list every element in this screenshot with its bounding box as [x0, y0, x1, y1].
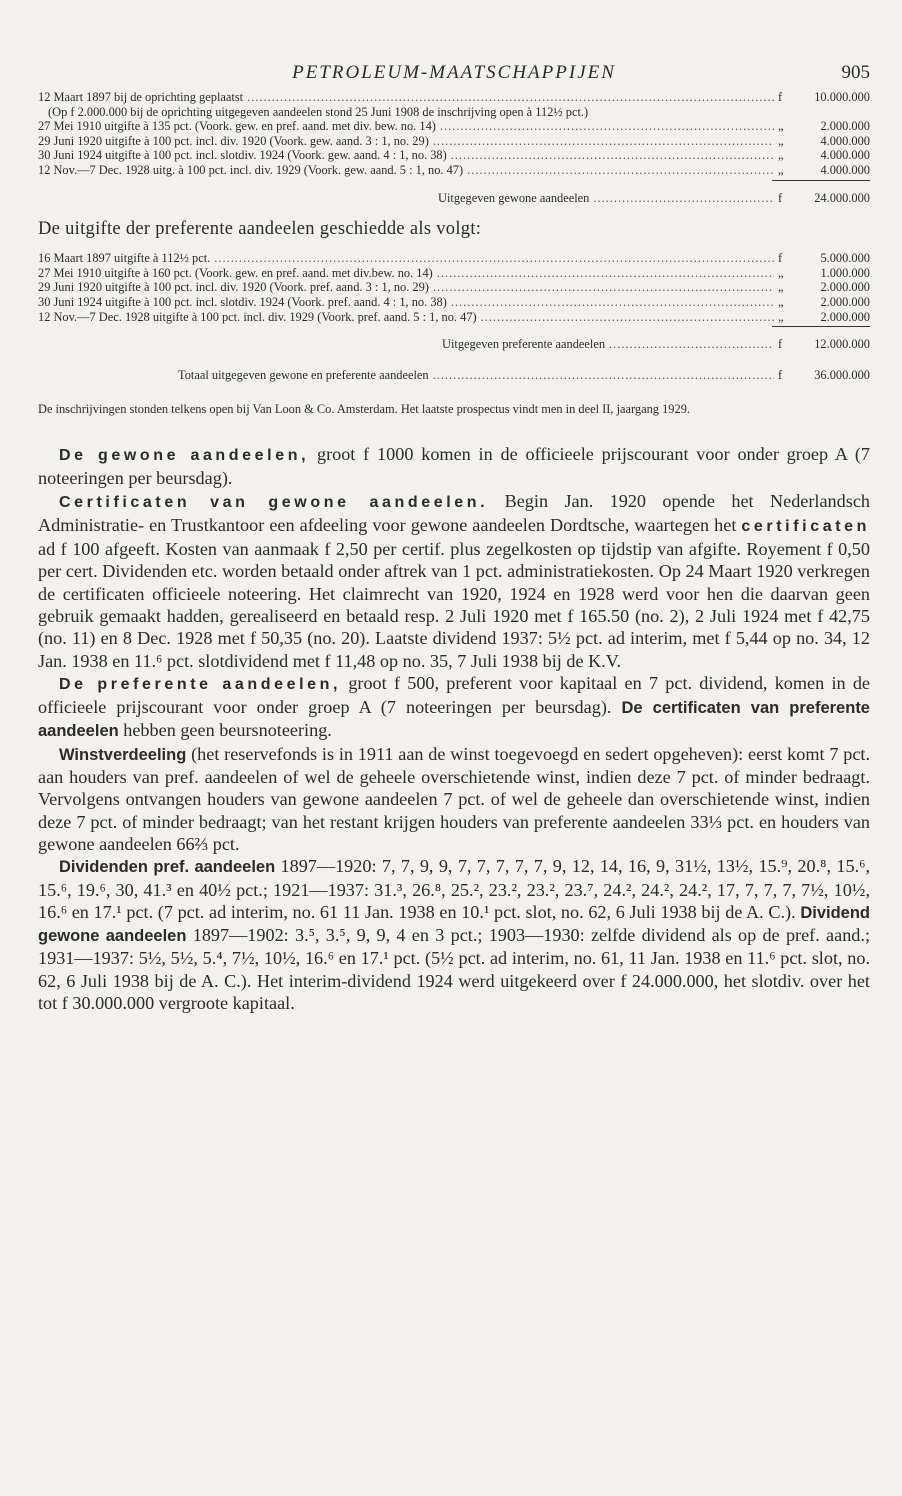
gewone-issue-list	[38, 90, 870, 205]
sum-rule	[772, 180, 870, 181]
paragraph-winstverdeeling: Winstverdeeling (het reservefonds is in 1911 aan de winst toegevoegd en sedert opgeheven): eerst komt 7 pct. aan houders van pref. aandeelen of wel de geheele overschietende winst, indien deze 7 pct. of minder bedraagt. Vervolgens ontvangen houders van gewone aandeelen 7 pct. of wel de geheele dan overschietende winst, indien deze 7 pct. of minder bedraagt; van het restant krijgen houders van preferente aandeelen 33⅓ pct. en houders van gewone aandeelen 66⅔ pct.	[38, 743, 870, 854]
pref-issue-list	[38, 251, 870, 382]
issue-row: 12 Nov.—7 Dec. 1928 uitg. à 100 pct. incl. div. 1929 (Voork. gew. aand. 5 : 1, no. 47) ..... „ 4.000.000	[38, 163, 870, 178]
issue-row: 16 Maart 1897 uitgifte à 112½ pct. ..... f 5.000.000	[38, 251, 870, 266]
paragraph-gewone-aandeelen: De gewone aandeelen, groot f 1000 komen in de officieele prijscourant voor onder groep A (7 noteeringen per beursdag).	[38, 443, 871, 489]
page-number: 905	[841, 62, 870, 83]
body-text	[38, 443, 870, 1014]
paragraph-dividenden: Dividenden pref. aandeelen 1897—1920: 7, 7, 9, 9, 7, 7, 7, 7, 7, 9, 12, 14, 16, 9, 31½, 13½, 15.⁹, 20.⁸, 15.⁶, 15.⁶, 19.⁶, 30, 41.³ en 40½ pct.; 1921—1937: 31.³, 26.⁸, 25.², 23.², 23.², 23.⁷, 24.², 24.², 24.², 17, 7, 7, 7, 7½, 10½, 16.⁶ en 17.¹ pct. (7 pct. ad interim, no. 61 11 Jan. 1938 en 10.¹ pct. slot, no. 62, 6 Juli 1938 bij de A. C.). Dividend gewone aandeelen 1897—1902: 3.⁵, 3.⁵, 9, 9, 4 en 3 pct.; 1903—1930: zelfde dividend als op de pref. aand.; 1931—1937: 5½, 5½, 5.⁴, 7½, 10½, 16.⁶ en 17.¹ pct. (5½ pct. ad interim, no. 61, 11 Jan. 1938 en 11.⁶ pct. slot, no. 62, 6 Juli 1938 bij de A. C.). Het interim-dividend 1924 werd uitgekeerd over f 24.000.000, het slotdiv. over het tot f 30.000.000 vergroote kapitaal.	[38, 856, 871, 1014]
grand-total-row: Totaal uitgegeven gewone en preferente aandeelen ..... f 36.000.000	[38, 368, 870, 383]
issue-row: 12 Nov.—7 Dec. 1928 uitgifte à 100 pct. incl. div. 1929 (Voork. pref. aand. 5 : 1, no. 47) ..... „ 2.000.000	[38, 310, 870, 325]
issue-row: 30 Juni 1924 uitgifte à 100 pct. incl. slotdiv. 1924 (Voork. gew. aand. 4 : 1, no. 38) ..... „ 4.000.000	[38, 148, 870, 163]
running-title: PETROLEUM-MAATSCHAPPIJEN	[292, 62, 616, 83]
paragraph-preferente-aandeelen: De preferente aandeelen, groot f 500, preferent voor kapitaal en 7 pct. dividend, komen in de officieele prijscourant voor onder groep A (7 noteeringen per beursdag). De certificaten van preferente aandeelen hebben geen beursnoteering.	[38, 672, 870, 741]
total-row: Uitgegeven preferente aandeelen ..... f 12.000.000	[38, 337, 870, 352]
total-row: Uitgegeven gewone aandeelen ..... f 24.000.000	[38, 191, 870, 206]
issue-row: 27 Mei 1910 uitgifte à 160 pct. (Voork. gew. en pref. aand. met div.bew. no. 14) ..... „ 1.000.000	[38, 266, 870, 281]
sum-rule	[772, 326, 870, 327]
issue-row: 12 Maart 1897 bij de oprichting geplaatst ..... f 10.000.000	[38, 90, 870, 105]
page	[38, 56, 870, 1014]
issue-row: 27 Mei 1910 uitgifte à 135 pct. (Voork. gew. en pref. aand. met div. bew. no. 14) ..... „ 2.000.000	[38, 119, 870, 134]
section-heading: De uitgifte der preferente aandeelen geschiedde als volgt:	[38, 219, 482, 240]
issue-row-note: (Op f 2.000.000 bij de oprichting uitgegeven aandeelen stond 25 Juni 1908 de inschrijving open à 112½ pct.)	[48, 104, 589, 119]
issue-row: 29 Juni 1920 uitgifte à 100 pct. incl. div. 1920 (Voork. gew. aand. 3 : 1, no. 29) ..... „ 4.000.000	[38, 134, 870, 149]
issue-row: 30 Juni 1924 uitgifte à 100 pct. incl. slotdiv. 1924 (Voork. pref. aand. 4 : 1, no. 38) ..... „ 2.000.000	[38, 295, 870, 310]
paragraph-certificaten: Certificaten van gewone aandeelen. Begin Jan. 1920 opende het Nederlandsch Administratie- en Trustkantoor een afdeeling voor gewone aandeelen Dordtsche, waartegen het certificaten ad f 100 afgeeft. Kosten van aanmaak f 2,50 per certif. plus zegelkosten op tijdstip van afgifte. Royement f 0,50 per cert. Dividenden etc. worden betaald onder aftrek van 1 pct. administratiekosten. Op 24 Maart 1920 verkregen de certificaten officieele noteering. Het claimrecht van 1920, 1924 en 1928 werd voor hen die daarvan geen gebruik gemaakt hadden, gerealiseerd en betaald resp. 2 Juli 1920 met f 165.50 (no. 2), 2 Juli 1924 met f 42,75 (no. 11) en 8 Dec. 1928 met f 50,35 (no. 20). Laatste dividend 1937: 5½ pct. ad interim, met f 5,44 op no. 34, 12 Jan. 1938 en 11.⁶ pct. slotdividend met f 11,48 op no. 35, 7 Juli 1938 bij de K.V.	[38, 490, 870, 671]
issue-row: 29 Juni 1920 uitgifte à 100 pct. incl. div. 1920 (Voork. pref. aand. 3 : 1, no. 29) ..... „ 2.000.000	[38, 280, 870, 295]
page-header	[38, 56, 870, 90]
prospectus-note: De inschrijvingen stonden telkens open bij Van Loon & Co. Amsterdam. Het laatste prospectus vindt men in deel II, jaargang 1929.	[38, 402, 690, 417]
